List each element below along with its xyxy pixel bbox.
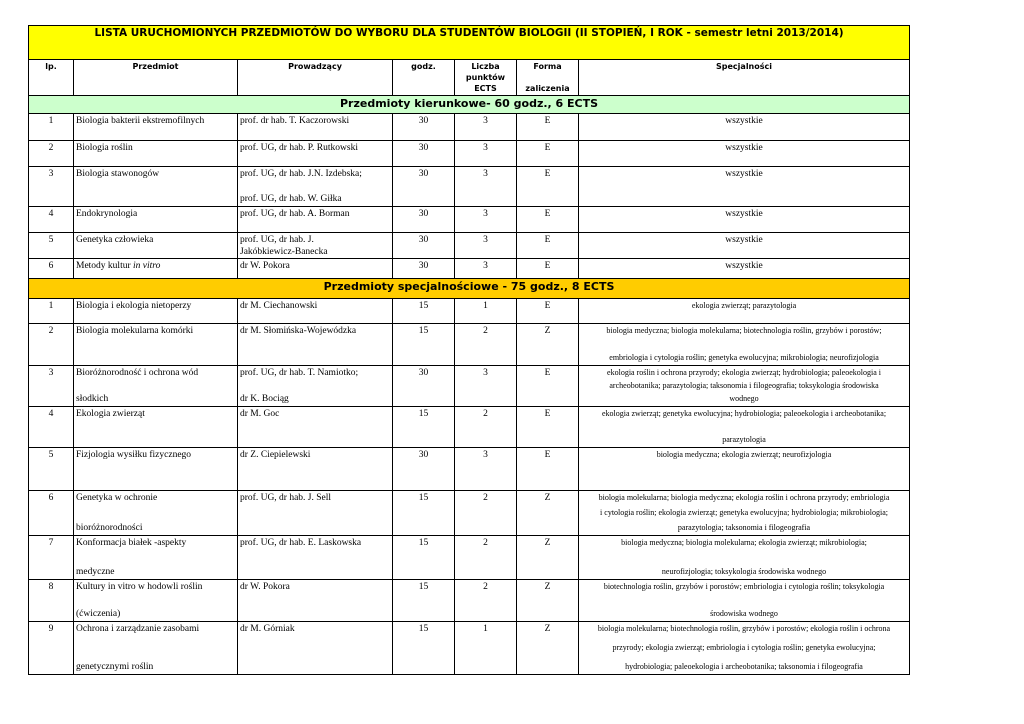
row-teacher <box>238 141 393 167</box>
subject-line <box>76 367 235 379</box>
teacher-line: dr M. Goc <box>240 409 280 419</box>
row-teacher <box>238 448 393 491</box>
subject-line <box>76 492 235 504</box>
spec-line: wszystkie <box>725 116 763 126</box>
table-row <box>29 366 910 407</box>
table-row <box>29 259 910 279</box>
header-spec: Specjalności <box>579 60 910 96</box>
header-ects-line3: ECTS <box>474 84 497 93</box>
spec-line-2: środowiska wodnego <box>710 609 778 618</box>
spec-line: biologia medyczna; biologia molekularna; biotechnologia roślin, grzybów i porostów; <box>606 326 882 335</box>
spec-line: biologia molekularna; biologia medyczna; ekologia roślin i ochrona przyrody; embriologia <box>598 493 890 502</box>
row-teacher <box>238 366 393 407</box>
subject-line-2: genetycznymi roślin <box>76 662 154 672</box>
table-row <box>29 407 910 448</box>
spec-line: wszystkie <box>725 209 763 219</box>
row-subject <box>74 141 238 167</box>
row-form: E <box>517 448 579 491</box>
row-form: E <box>517 233 579 259</box>
row-form: E <box>517 259 579 279</box>
row-hours: 30 <box>393 167 455 207</box>
spec-line: ekologia zwierząt; genetyka ewolucyjna; hydrobiologia; paleoekologia i archeobotanika; <box>601 409 887 418</box>
teacher-line: prof. UG, dr hab. A. Borman <box>240 209 350 219</box>
row-ects: 3 <box>455 366 517 407</box>
row-hours: 15 <box>393 407 455 448</box>
row-subject <box>74 299 238 324</box>
spec-line: biologia medyczna; biologia molekularna; ekologia zwierząt; mikrobiologia; <box>621 538 867 547</box>
row-specialties <box>579 207 910 233</box>
row-form: E <box>517 207 579 233</box>
row-form: E <box>517 141 579 167</box>
row-specialties <box>579 407 910 448</box>
row-lp: 8 <box>29 580 74 622</box>
row-lp: 6 <box>29 491 74 536</box>
row-teacher <box>238 536 393 580</box>
row-subject <box>74 233 238 259</box>
page-title: LISTA URUCHOMIONYCH PRZEDMIOTÓW DO WYBORU DLA STUDENTÓW BIOLOGII (II STOPIEŃ, I ROK - semestr letni 2013/2014) <box>29 26 910 60</box>
teacher-line: prof. dr hab. T. Kaczorowski <box>240 116 350 126</box>
row-specialties <box>579 580 910 622</box>
table-row <box>29 491 910 536</box>
spec-line: wszystkie <box>725 143 763 153</box>
row-lp: 1 <box>29 114 74 141</box>
table-row <box>29 233 910 259</box>
header-forma-line2: zaliczenia <box>525 84 570 93</box>
teacher-line: prof. UG, dr hab. T. Namiotko; <box>240 368 359 378</box>
row-subject <box>74 622 238 675</box>
spec-line: wszystkie <box>725 235 763 245</box>
row-teacher <box>238 259 393 279</box>
row-teacher <box>238 114 393 141</box>
subject-line <box>76 260 235 272</box>
row-subject <box>74 259 238 279</box>
row-subject <box>74 324 238 366</box>
row-lp: 2 <box>29 141 74 167</box>
spec-line: ekologia zwierząt; parazytologia <box>691 301 797 310</box>
table-row <box>29 114 910 141</box>
course-table <box>28 25 910 675</box>
spec-line-3: hydrobiologia; paleoekologia i archeobotanika; taksonomia i filogeografia <box>625 662 863 671</box>
row-teacher <box>238 207 393 233</box>
spec-line: wszystkie <box>725 169 763 179</box>
row-lp: 4 <box>29 207 74 233</box>
row-lp: 4 <box>29 407 74 448</box>
row-teacher <box>238 233 393 259</box>
subject-text: Ekologia zwierząt <box>76 409 145 419</box>
row-specialties <box>579 491 910 536</box>
row-form: E <box>517 114 579 141</box>
header-ects-line1: Liczba <box>471 62 500 71</box>
teacher-line-2: dr K. Bociąg <box>240 394 289 404</box>
subject-line <box>76 168 235 180</box>
row-hours: 15 <box>393 299 455 324</box>
subject-line <box>76 325 235 337</box>
row-lp: 3 <box>29 366 74 407</box>
subject-line <box>76 300 235 312</box>
teacher-line: prof. UG, dr hab. J. Sell <box>240 493 332 503</box>
header-ects-line2: punktów <box>465 73 506 82</box>
subject-text: Endokrynologia <box>76 209 138 219</box>
row-ects: 2 <box>455 407 517 448</box>
subject-line-2: (ćwiczenia) <box>76 609 121 619</box>
spec-line-2: archeobotanika; parazytologia; taksonomia i filogeografia; toksykologia środowiska <box>609 381 879 390</box>
spec-line: biotechnologia roślin, grzybów i porostów; embriologia i cytologia roślin; toksykologia <box>603 582 885 591</box>
kierunkowe-body <box>29 114 910 279</box>
spec-line-3: parazytologia; taksonomia i filogeografia <box>677 523 811 532</box>
teacher-line-2: prof. UG, dr hab. W. Giłka <box>240 194 342 204</box>
row-ects: 3 <box>455 167 517 207</box>
row-lp: 1 <box>29 299 74 324</box>
teacher-line: dr W. Pokora <box>240 261 290 271</box>
row-subject <box>74 536 238 580</box>
row-ects: 1 <box>455 299 517 324</box>
spec-line: ekologia roślin i ochrona przyrody; ekologia zwierząt; hydrobiologia; paleoekologia i <box>607 368 881 377</box>
row-specialties <box>579 141 910 167</box>
row-form: E <box>517 366 579 407</box>
table-row <box>29 207 910 233</box>
subject-line <box>76 142 235 154</box>
subject-line <box>76 234 235 246</box>
spec-line: biologia medyczna; ekologia zwierząt; neurofizjologia <box>656 450 832 459</box>
row-ects: 2 <box>455 580 517 622</box>
row-ects: 3 <box>455 448 517 491</box>
row-subject <box>74 491 238 536</box>
header-ects <box>455 60 517 96</box>
row-teacher <box>238 622 393 675</box>
row-form: E <box>517 167 579 207</box>
row-hours: 30 <box>393 114 455 141</box>
row-teacher <box>238 407 393 448</box>
spec-line-2: embriologia i cytologia roślin; genetyka ewolucyjna; mikrobiologia; neurofizjologia <box>609 353 879 362</box>
row-specialties <box>579 167 910 207</box>
row-subject <box>74 448 238 491</box>
row-teacher <box>238 491 393 536</box>
row-teacher <box>238 324 393 366</box>
row-hours: 15 <box>393 491 455 536</box>
teacher-line: dr W. Pokora <box>240 582 290 592</box>
row-form: Z <box>517 324 579 366</box>
teacher-line-2: Jakóbkiewicz-Banecka <box>240 247 328 257</box>
subject-line-2: medyczne <box>76 567 115 577</box>
row-hours: 30 <box>393 448 455 491</box>
section-specjalnosciowe <box>29 279 910 299</box>
table-row <box>29 167 910 207</box>
row-lp: 9 <box>29 622 74 675</box>
table-row <box>29 324 910 366</box>
row-hours: 15 <box>393 324 455 366</box>
teacher-line: prof. UG, dr hab. E. Laskowska <box>240 538 362 548</box>
table-row <box>29 448 910 491</box>
header-godz: godz. <box>393 60 455 96</box>
subject-text: Genetyka człowieka <box>76 235 154 245</box>
row-ects: 3 <box>455 207 517 233</box>
subject-text: Genetyka w ochronie <box>76 493 158 503</box>
subject-text: Biologia i ekologia nietoperzy <box>76 301 192 311</box>
subject-line <box>76 115 235 127</box>
subject-text: Fizjologia wysiłku fizycznego <box>76 450 192 460</box>
subject-text: Biologia molekularna komórki <box>76 326 194 336</box>
subject-line <box>76 449 235 461</box>
row-ects: 3 <box>455 114 517 141</box>
spec-line-2: neurofizjologia; toksykologia środowiska wodnego <box>661 567 827 576</box>
row-ects: 3 <box>455 233 517 259</box>
subject-text: Biologia stawonogów <box>76 169 160 179</box>
row-form: Z <box>517 536 579 580</box>
subject-line-2: bioróżnorodności <box>76 523 143 533</box>
subject-text: Metody kultur <box>76 261 131 271</box>
spec-line-3: wodnego <box>729 394 759 403</box>
row-form: Z <box>517 580 579 622</box>
spec-line: biologia molekularna; biotechnologia roślin, grzybów i porostów; ekologia roślin i ochrona <box>597 624 891 633</box>
row-hours: 30 <box>393 233 455 259</box>
row-lp: 6 <box>29 259 74 279</box>
table-row <box>29 299 910 324</box>
teacher-line: dr M. Górniak <box>240 624 295 634</box>
row-ects: 3 <box>455 259 517 279</box>
row-lp: 2 <box>29 324 74 366</box>
subject-line <box>76 537 235 549</box>
teacher-line: prof. UG, dr hab. J.N. Izdebska; <box>240 169 362 179</box>
row-teacher <box>238 299 393 324</box>
row-specialties <box>579 299 910 324</box>
row-lp: 5 <box>29 448 74 491</box>
header-forma-line1: Forma <box>533 62 562 71</box>
row-lp: 7 <box>29 536 74 580</box>
section-kierunkowe <box>29 96 910 114</box>
row-subject <box>74 580 238 622</box>
subject-line <box>76 581 235 593</box>
row-specialties <box>579 324 910 366</box>
subject-text: Ochrona i zarządzanie zasobami <box>76 624 200 634</box>
subject-text: Bioróżnorodność i ochrona wód <box>76 368 199 378</box>
row-form: Z <box>517 622 579 675</box>
row-hours: 15 <box>393 580 455 622</box>
subject-text: Konformacja białek -aspekty <box>76 538 187 548</box>
header-forma <box>517 60 579 96</box>
row-specialties <box>579 366 910 407</box>
teacher-line: prof. UG, dr hab. P. Rutkowski <box>240 143 358 153</box>
subject-text: Biologia bakterii ekstremofilnych <box>76 116 205 126</box>
row-lp: 3 <box>29 167 74 207</box>
row-ects: 1 <box>455 622 517 675</box>
row-subject <box>74 207 238 233</box>
teacher-line: dr M. Ciechanowski <box>240 301 318 311</box>
row-specialties <box>579 259 910 279</box>
header-lp: lp. <box>29 60 74 96</box>
section-title-kierunkowe: Przedmioty kierunkowe- 60 godz., 6 ECTS <box>29 96 910 114</box>
subject-italic: in vitro <box>133 261 161 271</box>
row-form: Z <box>517 491 579 536</box>
row-subject <box>74 167 238 207</box>
table-row <box>29 536 910 580</box>
subject-line-2: słodkich <box>76 394 109 404</box>
header-row <box>29 60 910 96</box>
row-hours: 15 <box>393 536 455 580</box>
subject-line <box>76 408 235 420</box>
row-subject <box>74 366 238 407</box>
teacher-line: dr M. Słomińska-Wojewódzka <box>240 326 357 336</box>
row-hours: 30 <box>393 366 455 407</box>
table-row <box>29 141 910 167</box>
row-ects: 2 <box>455 491 517 536</box>
subject-text: Kultury in vitro w hodowli roślin <box>76 582 203 592</box>
spec-line-2: parazytologia <box>722 435 766 444</box>
specjalnosciowe-body <box>29 299 910 675</box>
row-teacher <box>238 580 393 622</box>
row-subject <box>74 114 238 141</box>
row-lp: 5 <box>29 233 74 259</box>
header-prowadzacy: Prowadzący <box>238 60 393 96</box>
row-specialties <box>579 536 910 580</box>
row-specialties <box>579 233 910 259</box>
row-teacher <box>238 167 393 207</box>
table-row <box>29 580 910 622</box>
row-ects: 2 <box>455 536 517 580</box>
row-hours: 15 <box>393 622 455 675</box>
row-specialties <box>579 448 910 491</box>
row-specialties <box>579 622 910 675</box>
subject-text: Biologia roślin <box>76 143 133 153</box>
teacher-line: prof. UG, dr hab. J. <box>240 235 314 245</box>
row-form: E <box>517 299 579 324</box>
subject-line <box>76 208 235 220</box>
row-ects: 3 <box>455 141 517 167</box>
teacher-line: dr Z. Ciepielewski <box>240 450 311 460</box>
spec-line-2: przyrody; ekologia zwierząt; embriologia i cytologia roślin; genetyka ewolucyjna; <box>612 643 876 652</box>
row-specialties <box>579 114 910 141</box>
title-row <box>29 26 910 60</box>
row-hours: 30 <box>393 259 455 279</box>
header-przedmiot: Przedmiot <box>74 60 238 96</box>
row-ects: 2 <box>455 324 517 366</box>
row-form: E <box>517 407 579 448</box>
subject-line <box>76 623 235 635</box>
row-hours: 30 <box>393 141 455 167</box>
section-title-specjalnosciowe: Przedmioty specjalnościowe - 75 godz., 8 ECTS <box>29 279 910 299</box>
table-row <box>29 622 910 675</box>
spec-line-2: i cytologia roślin; ekologia zwierząt; genetyka ewolucyjna; hydrobiologia; mikrobiologia; <box>600 508 888 517</box>
spec-line: wszystkie <box>725 261 763 271</box>
row-hours: 30 <box>393 207 455 233</box>
row-subject <box>74 407 238 448</box>
